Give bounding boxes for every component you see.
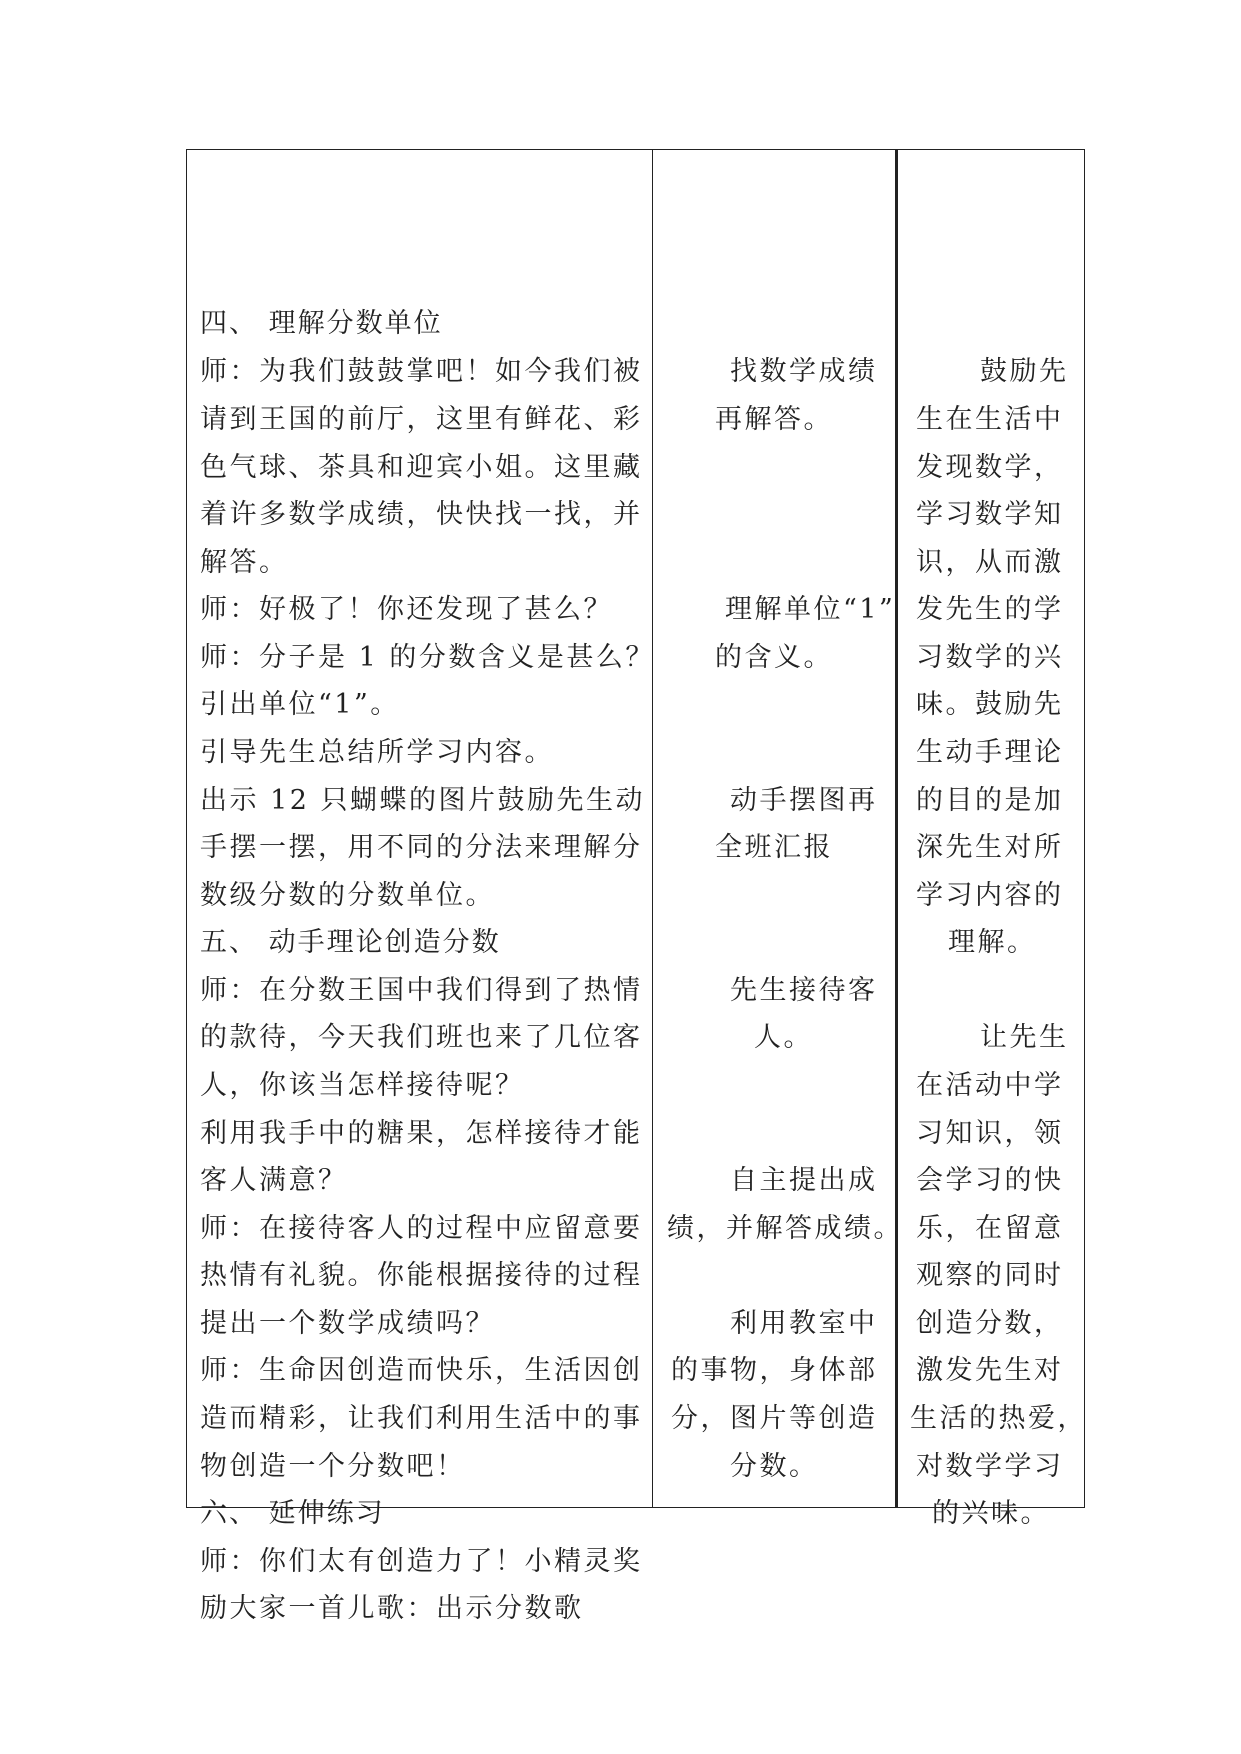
- text-line: 绩，并解答成绩。: [667, 1213, 903, 1244]
- text-line: 让先生: [980, 1022, 1069, 1053]
- text-line: 发现数学，: [916, 452, 1064, 483]
- text-line: 全班汇报: [715, 832, 833, 863]
- text-line: 数级分数的分数单位。: [200, 880, 495, 911]
- text-line: 引导先生总结所学习内容。: [200, 737, 554, 768]
- text-line: 观察的同时: [916, 1260, 1064, 1291]
- text-line: 乐，在留意: [916, 1213, 1064, 1244]
- text-line: 在活动中学: [916, 1070, 1064, 1101]
- text-line: 物创造一个分数吧！: [200, 1451, 466, 1482]
- text-line: 造而精彩，让我们利用生活中的事: [200, 1403, 643, 1434]
- text-line: 师：在接待客人的过程中应留意要: [200, 1213, 643, 1244]
- text-line: 先生接待客: [730, 975, 878, 1006]
- text-line: 动手摆图再: [730, 785, 878, 816]
- text-line: 解答。: [200, 547, 289, 578]
- text-line: 找数学成绩: [730, 356, 878, 387]
- text-line: 的目的是加: [916, 785, 1064, 816]
- text-line: 热情有礼貌。你能根据接待的过程: [200, 1260, 643, 1291]
- text-line: 客人满意？: [200, 1165, 348, 1196]
- text-line: 师：在分数王国中我们得到了热情: [200, 975, 643, 1006]
- text-line: 着许多数学成绩，快快找一找，并: [200, 499, 643, 530]
- text-line: 分，图片等创造: [671, 1403, 878, 1434]
- text-line: 识，从而激: [916, 547, 1064, 578]
- student-activity-cell: [653, 150, 903, 1508]
- text-line: 鼓励先: [980, 356, 1069, 387]
- text-line: 励大家一首儿歌：出示分数歌: [200, 1593, 584, 1624]
- text-line: 请到王国的前厅，这里有鲜花、彩: [200, 404, 643, 435]
- text-line: 利用我手中的糖果，怎样接待才能: [200, 1118, 643, 1149]
- text-line: 深先生对所: [916, 832, 1064, 863]
- text-line: 的款待，今天我们班也来了几位客: [200, 1022, 643, 1053]
- text-line: 学习数学知: [916, 499, 1064, 530]
- section-heading: 六、 延伸练习: [200, 1498, 385, 1529]
- text-line: 理解单位“1”: [725, 594, 896, 625]
- section-heading: 四、 理解分数单位: [200, 308, 443, 339]
- text-line: 师：生命因创造而快乐，生活因创: [200, 1355, 643, 1386]
- text-line: 分数。: [730, 1451, 819, 1482]
- teacher-activity-cell: [187, 150, 655, 1624]
- text-line: 师：为我们鼓鼓掌吧！如今我们被: [200, 356, 643, 387]
- design-intent-cell: [897, 150, 1087, 1529]
- text-line: 提出一个数学成绩吗？: [200, 1308, 495, 1339]
- text-line: 师：好极了！你还发现了甚么？: [200, 594, 613, 625]
- text-line: 的含义。: [715, 642, 833, 673]
- text-line: 味。鼓励先: [916, 689, 1064, 720]
- text-line: 生在生活中: [916, 404, 1064, 435]
- text-line: 人。: [754, 1022, 813, 1053]
- text-line: 对数学学习: [916, 1451, 1064, 1482]
- text-line: 出示 12 只蝴蝶的图片鼓励先生动: [200, 785, 646, 816]
- text-line: 人，你该当怎样接待呢？: [200, 1070, 525, 1101]
- text-line: 创造分数，: [916, 1308, 1064, 1339]
- text-line: 自主提出成: [730, 1165, 878, 1196]
- text-line: 习数学的兴: [916, 642, 1064, 673]
- text-line: 会学习的快: [916, 1165, 1064, 1196]
- table-row: [187, 150, 1085, 1508]
- text-line: 发先生的学: [916, 594, 1064, 625]
- text-line: 师：分子是 1 的分数含义是甚么？: [200, 642, 655, 673]
- text-line: 的兴味。: [932, 1498, 1050, 1529]
- text-line: 的事物，身体部: [671, 1355, 878, 1386]
- text-line: 利用教室中: [730, 1308, 878, 1339]
- text-line: 理解。: [948, 927, 1037, 958]
- text-line: 引出单位“1”。: [200, 689, 400, 720]
- text-line: 师：你们太有创造力了！小精灵奖: [200, 1546, 643, 1577]
- text-line: 生动手理论: [916, 737, 1064, 768]
- text-line: 手摆一摆，用不同的分法来理解分: [200, 832, 643, 863]
- text-line: 习知识，领: [916, 1118, 1064, 1149]
- text-line: 学习内容的: [916, 880, 1064, 911]
- text-line: 色气球、茶具和迎宾小姐。这里藏: [200, 452, 643, 483]
- text-line: 生活的热爱，: [910, 1403, 1087, 1434]
- lesson-plan-table: [186, 149, 1087, 1624]
- text-line: 再解答。: [715, 404, 833, 435]
- text-line: 激发先生对: [916, 1355, 1064, 1386]
- section-heading: 五、 动手理论创造分数: [200, 927, 501, 958]
